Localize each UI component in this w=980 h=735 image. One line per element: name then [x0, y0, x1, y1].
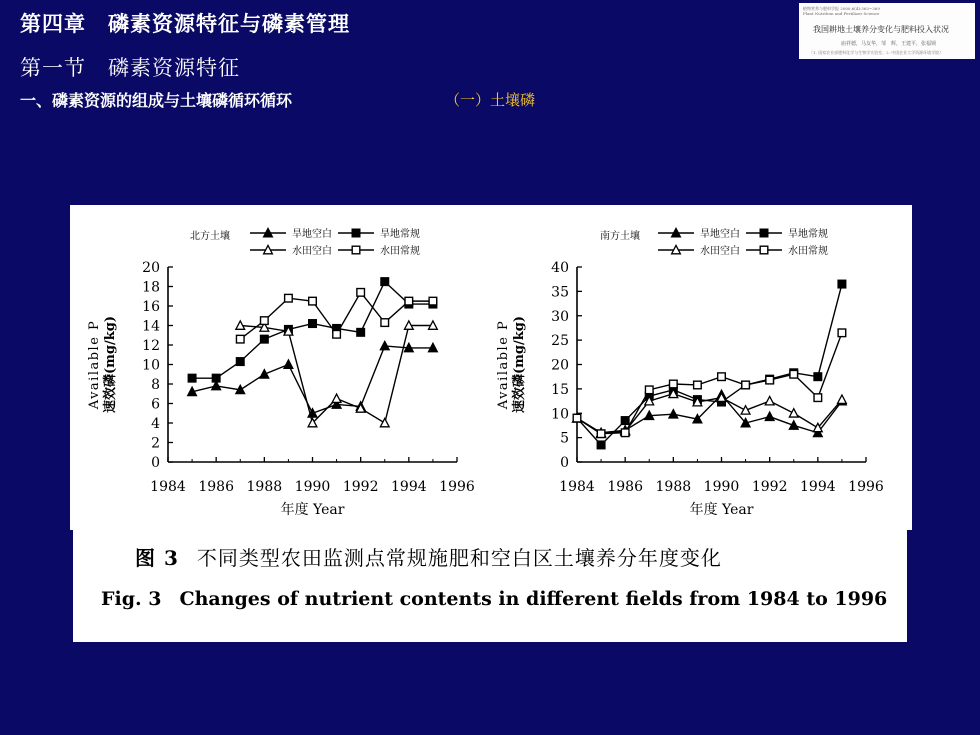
series-line-2: [577, 284, 842, 445]
x-axis-label: 年度 Year: [689, 502, 754, 518]
legend-label: 旱地常规: [788, 229, 828, 240]
x-tick-label: 1992: [751, 479, 788, 495]
caption-en-label: Fig. 3: [101, 588, 162, 610]
x-axis-label: 年度 Year: [280, 502, 345, 518]
y-tick-label: 40: [551, 260, 569, 276]
data-point: [597, 430, 605, 438]
legend-marker: [760, 229, 768, 237]
caption-en: [101, 588, 887, 610]
legend-marker: [352, 229, 360, 237]
y-axis-label-cn: 速效磷(mg/kg): [512, 316, 527, 413]
y-axis-label-cn: 速效磷(mg/kg): [103, 316, 118, 413]
x-tick-label: 1996: [848, 479, 884, 495]
y-tick-label: 10: [142, 357, 160, 374]
y-tick-label: 25: [551, 333, 569, 350]
legend-label: 水田常规: [788, 246, 828, 257]
data-point: [789, 409, 798, 417]
data-point: [236, 335, 244, 343]
y-tick-label: 20: [142, 260, 160, 276]
y-tick-label: 10: [551, 406, 569, 423]
y-tick-label: 16: [142, 299, 160, 315]
data-point: [766, 376, 774, 384]
data-point: [621, 429, 629, 437]
y-tick-label: 12: [142, 338, 160, 354]
x-tick-label: 1994: [800, 479, 836, 495]
data-point: [261, 335, 269, 343]
data-point: [284, 360, 293, 368]
series-line-2: [192, 282, 433, 379]
y-tick-label: 6: [151, 396, 160, 413]
data-point: [212, 374, 220, 382]
x-tick-label: 1988: [655, 479, 692, 495]
item-title: （一）土壤磷: [445, 91, 536, 109]
data-point: [742, 381, 750, 389]
data-point: [670, 380, 678, 388]
thumbnail-header: 植物营养与肥料学报 2000,6(4):363~369 Plant Nutrition and Fertilizer Science: [803, 6, 880, 16]
y-tick-label: 8: [151, 377, 160, 393]
data-point: [260, 370, 269, 378]
data-point: [838, 329, 846, 337]
data-point: [597, 441, 605, 449]
x-tick-label: 1994: [391, 479, 427, 495]
data-point: [838, 280, 846, 288]
chart-2: [496, 227, 884, 518]
x-tick-label: 1986: [198, 479, 234, 495]
caption-en-text: Changes of nutrient contents in different fields from 1984 to 1996: [179, 588, 888, 610]
thumbnail-title: 我国耕地土壤养分变化与肥料投入状况: [813, 25, 949, 34]
figure-panel: [70, 205, 912, 530]
data-point: [765, 412, 774, 420]
y-axis-label-en: Available P: [496, 319, 511, 410]
x-tick-label: 1986: [607, 479, 643, 495]
data-point: [718, 373, 726, 381]
y-tick-label: 14: [142, 318, 160, 335]
y-tick-label: 30: [551, 308, 569, 325]
data-point: [814, 373, 822, 381]
paper-thumbnail: [799, 3, 975, 59]
data-point: [357, 289, 365, 297]
data-point: [765, 396, 774, 404]
y-tick-label: 18: [142, 279, 160, 296]
x-tick-label: 1984: [150, 479, 186, 495]
data-point: [741, 406, 750, 414]
y-tick-label: 5: [560, 430, 569, 447]
data-point: [188, 374, 196, 382]
x-tick-label: 1996: [439, 479, 475, 495]
chapter-title: 第四章 磷素资源特征与磷素管理: [20, 11, 350, 36]
series-line-1: [192, 346, 433, 413]
caption-cn: [135, 542, 722, 571]
data-point: [309, 297, 317, 305]
caption-panel: [73, 530, 907, 642]
y-tick-label: 0: [560, 455, 569, 471]
x-tick-label: 1988: [246, 479, 283, 495]
region-label: 北方土壤: [190, 231, 230, 242]
caption-cn-text: 不同类型农田监测点常规施肥和空白区土壤养分年度变化: [196, 546, 722, 570]
legend-label: 旱地空白: [700, 229, 740, 240]
legend-label: 水田常规: [380, 246, 420, 257]
data-point: [332, 394, 341, 402]
data-point: [621, 417, 629, 425]
y-tick-label: 35: [551, 284, 569, 301]
data-point: [236, 358, 244, 366]
y-tick-label: 0: [151, 455, 160, 471]
data-point: [285, 294, 293, 302]
data-point: [381, 319, 389, 327]
data-point: [838, 395, 847, 403]
data-point: [380, 418, 389, 426]
x-tick-label: 1992: [342, 479, 379, 495]
data-point: [814, 394, 822, 402]
data-point: [429, 297, 437, 305]
data-point: [645, 386, 653, 394]
caption-cn-label: 图 3: [135, 546, 179, 570]
data-point: [381, 278, 389, 286]
data-point: [333, 330, 341, 338]
legend-label: 水田空白: [700, 246, 740, 257]
region-label: 南方土壤: [600, 231, 640, 242]
x-tick-label: 1990: [703, 479, 740, 495]
y-tick-label: 4: [151, 416, 160, 432]
data-point: [309, 320, 317, 328]
thumbnail-authors: 庙祥德，马友华，邹 辉，王建平，张福锁: [841, 41, 937, 47]
y-tick-label: 15: [551, 381, 569, 398]
x-tick-label: 1990: [294, 479, 331, 495]
subsection-title: 一、磷素资源的组成与土壤磷循环循环: [20, 91, 293, 110]
data-point: [573, 414, 581, 422]
y-tick-label: 2: [151, 435, 160, 452]
data-point: [694, 381, 702, 389]
y-axis-label-en: Available P: [87, 319, 102, 410]
legend-marker: [352, 246, 360, 254]
x-tick-label: 1984: [559, 479, 595, 495]
legend-label: 水田空白: [292, 246, 332, 257]
section-title: 第一节 磷素资源特征: [20, 56, 240, 80]
data-point: [405, 297, 413, 305]
chart-1: [87, 227, 475, 518]
data-point: [261, 317, 269, 325]
data-point: [790, 370, 798, 378]
legend-marker: [760, 246, 768, 254]
legend-label: 旱地空白: [292, 229, 332, 240]
data-point: [357, 329, 365, 337]
figure-charts: [70, 205, 912, 530]
y-tick-label: 20: [551, 357, 569, 374]
legend-label: 旱地常规: [380, 229, 420, 240]
thumbnail-footer: （1. 国家农业部肥料化学与生物学实验室；2. 中国农业大学资源环境学院）: [809, 50, 944, 55]
